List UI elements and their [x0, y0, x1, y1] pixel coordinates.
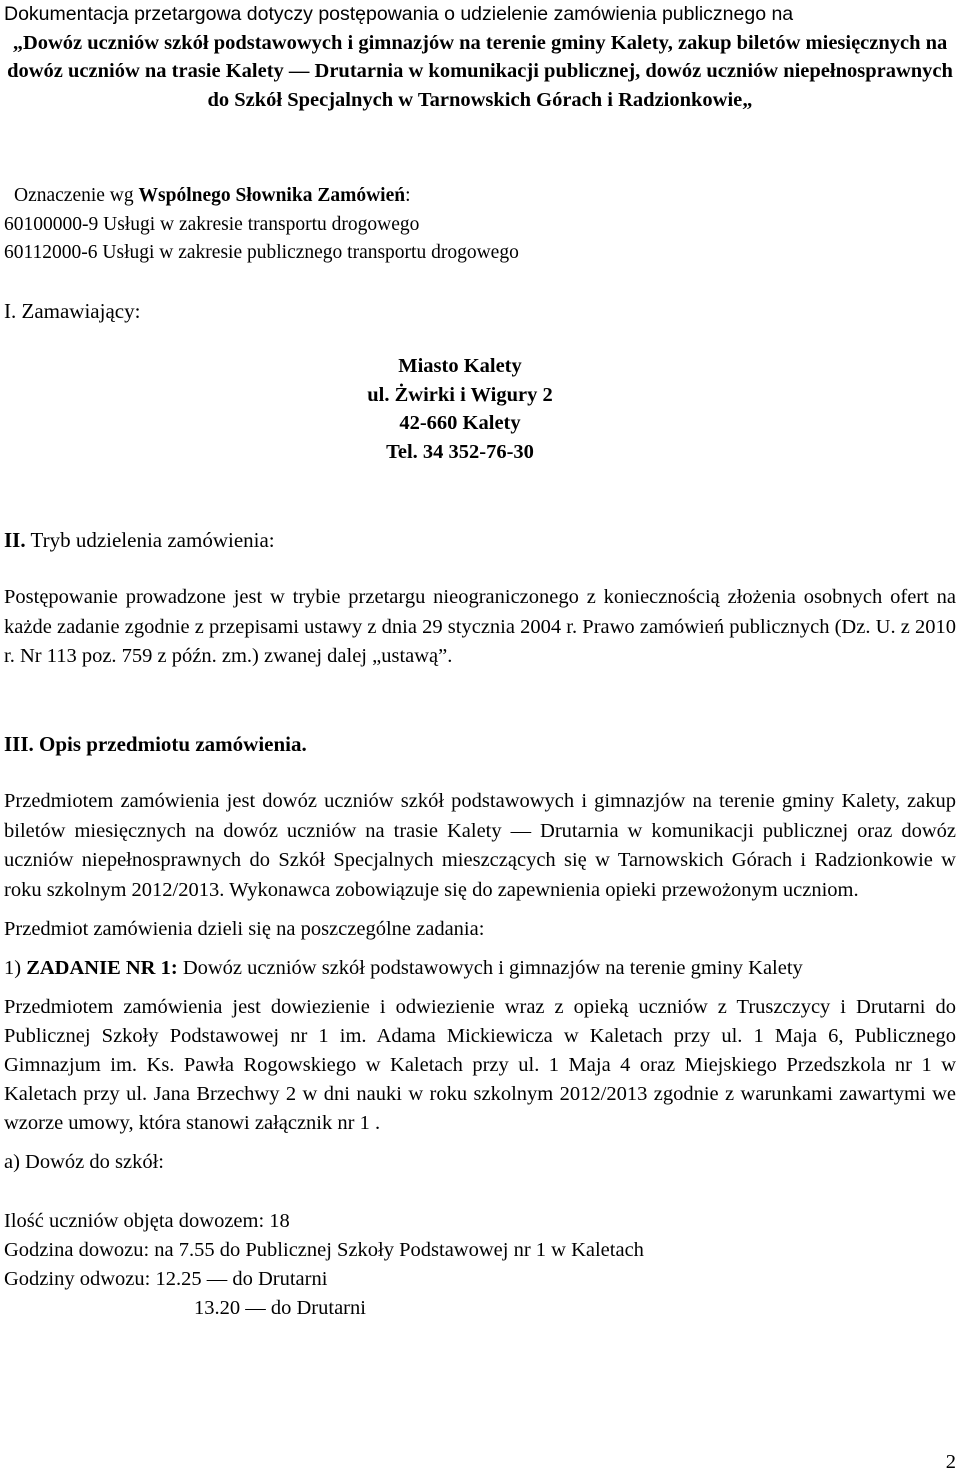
section-3-para-1: Przedmiotem zamówienia jest dowóz uczniów szkół podstawowych i gimnazjów na terenie gminy Kalety, zakup biletów miesięcznych na dowóz uczniów na trasie Kalety — Drutarnia w komunikacji publicznej oraz dowóz uczniów niepełnosprawnych do Szkół Specjalnych mieszczących się w Tarnowskich Górach i Radzionkowie w roku szkolnym 2012/2013. Wykonawca zobowiązuje się do zapewnienia opieki przewożonym uczniom. [4, 790, 956, 901]
cpv-code-2: 60112000-6 Usługi w zakresie publicznego transportu drogowego [4, 242, 519, 263]
authority-name: Miasto Kalety [398, 355, 522, 377]
contracting-authority-address [4, 352, 956, 466]
transport-details [4, 1207, 956, 1323]
authority-phone: Tel. 34 352-76-30 [386, 440, 534, 463]
section-3 [4, 730, 956, 1323]
cpv-label: Oznaczenie wg Wspólnego Słownika Zamówień: [14, 185, 411, 206]
cpv-block [4, 182, 956, 268]
section-3-para-2: Przedmiot zamówienia dzieli się na poszczególne zadania: [4, 918, 485, 940]
intro-block [4, 0, 956, 114]
authority-street: ul. Żwirki i Wigury 2 [367, 383, 553, 406]
section-3-para-3: Przedmiotem zamówienia jest dowiezienie i odwiezienie wraz z opieką uczniów z Truszczycy i Drutarni do Publicznej Szkoły Podstawowej nr 1 im. Adama Mickiewicza w Kaletach przy ul. 1 Maja 6, Publicznego Gimnazjum im. Ks. Pawła Rogowskiego w Kaletach przy ul. 1 Maja 4 oraz Miejskiego Przedszkola nr 1 w Kaletach przy ul. Jana Brzechwy 2 w dni nauki w roku szkolnym 2012/2013 zgodnie z warunkami zawartymi we wzorze umowy, która stanowi załącznik nr 1 . [4, 996, 956, 1134]
page-number: 2 [945, 1451, 956, 1473]
return-times: Godziny odwozu: 12.25 — do Drutarni [4, 1268, 328, 1290]
pickup-time: Godzina dowozu: na 7.55 do Publicznej Szkoły Podstawowej nr 1 w Kaletach [4, 1239, 644, 1261]
tender-title: „Dowóz uczniów szkół podstawowych i gimnazjów na terenie gminy Kalety, zakup biletów miesięcznych na dowóz uczniów na trasie Kalety — Drutarnia w komunikacji publicznej, dowóz uczniów niepełnosprawnych do Szkół Specjalnych w Tarnowskich Górach i Radzionkowie„ [7, 31, 953, 111]
task-1: 1) ZADANIE NR 1: Dowóz uczniów szkół podstawowych i gimnazjów na terenie gminy Kalety [4, 957, 803, 979]
section-3-heading: III. Opis przedmiotu zamówienia. [4, 732, 307, 756]
section-2-body: Postępowanie prowadzone jest w trybie przetargu nieograniczonego z koniecznością złożenia osobnych ofert na każde zadanie zgodnie z przepisami ustawy z dnia 29 stycznia 2004 r. Prawo zamówień publicznych (Dz. U. z 2010 r. Nr 113 poz. 759 z późn. zm.) zwanej dalej „ustawą”. [4, 586, 956, 667]
intro-prefix: Dokumentacja przetargowa dotyczy postępowania o udzielenie zamówienia publicznego na [4, 3, 794, 25]
return-time-2: 13.20 — do Drutarni [194, 1297, 366, 1319]
authority-postal: 42-660 Kalety [399, 412, 521, 434]
cpv-code-1: 60100000-9 Usługi w zakresie transportu drogowego [4, 213, 420, 235]
section-1 [4, 297, 956, 466]
section-2 [4, 526, 956, 672]
section-2-heading: II. Tryb udzielenia zamówienia: [4, 528, 275, 552]
students-count: Ilość uczniów objęta dowozem: 18 [4, 1210, 290, 1232]
section-1-heading: I. Zamawiający: [4, 299, 141, 323]
sub-a-heading: a) Dowóz do szkół: [4, 1151, 164, 1173]
